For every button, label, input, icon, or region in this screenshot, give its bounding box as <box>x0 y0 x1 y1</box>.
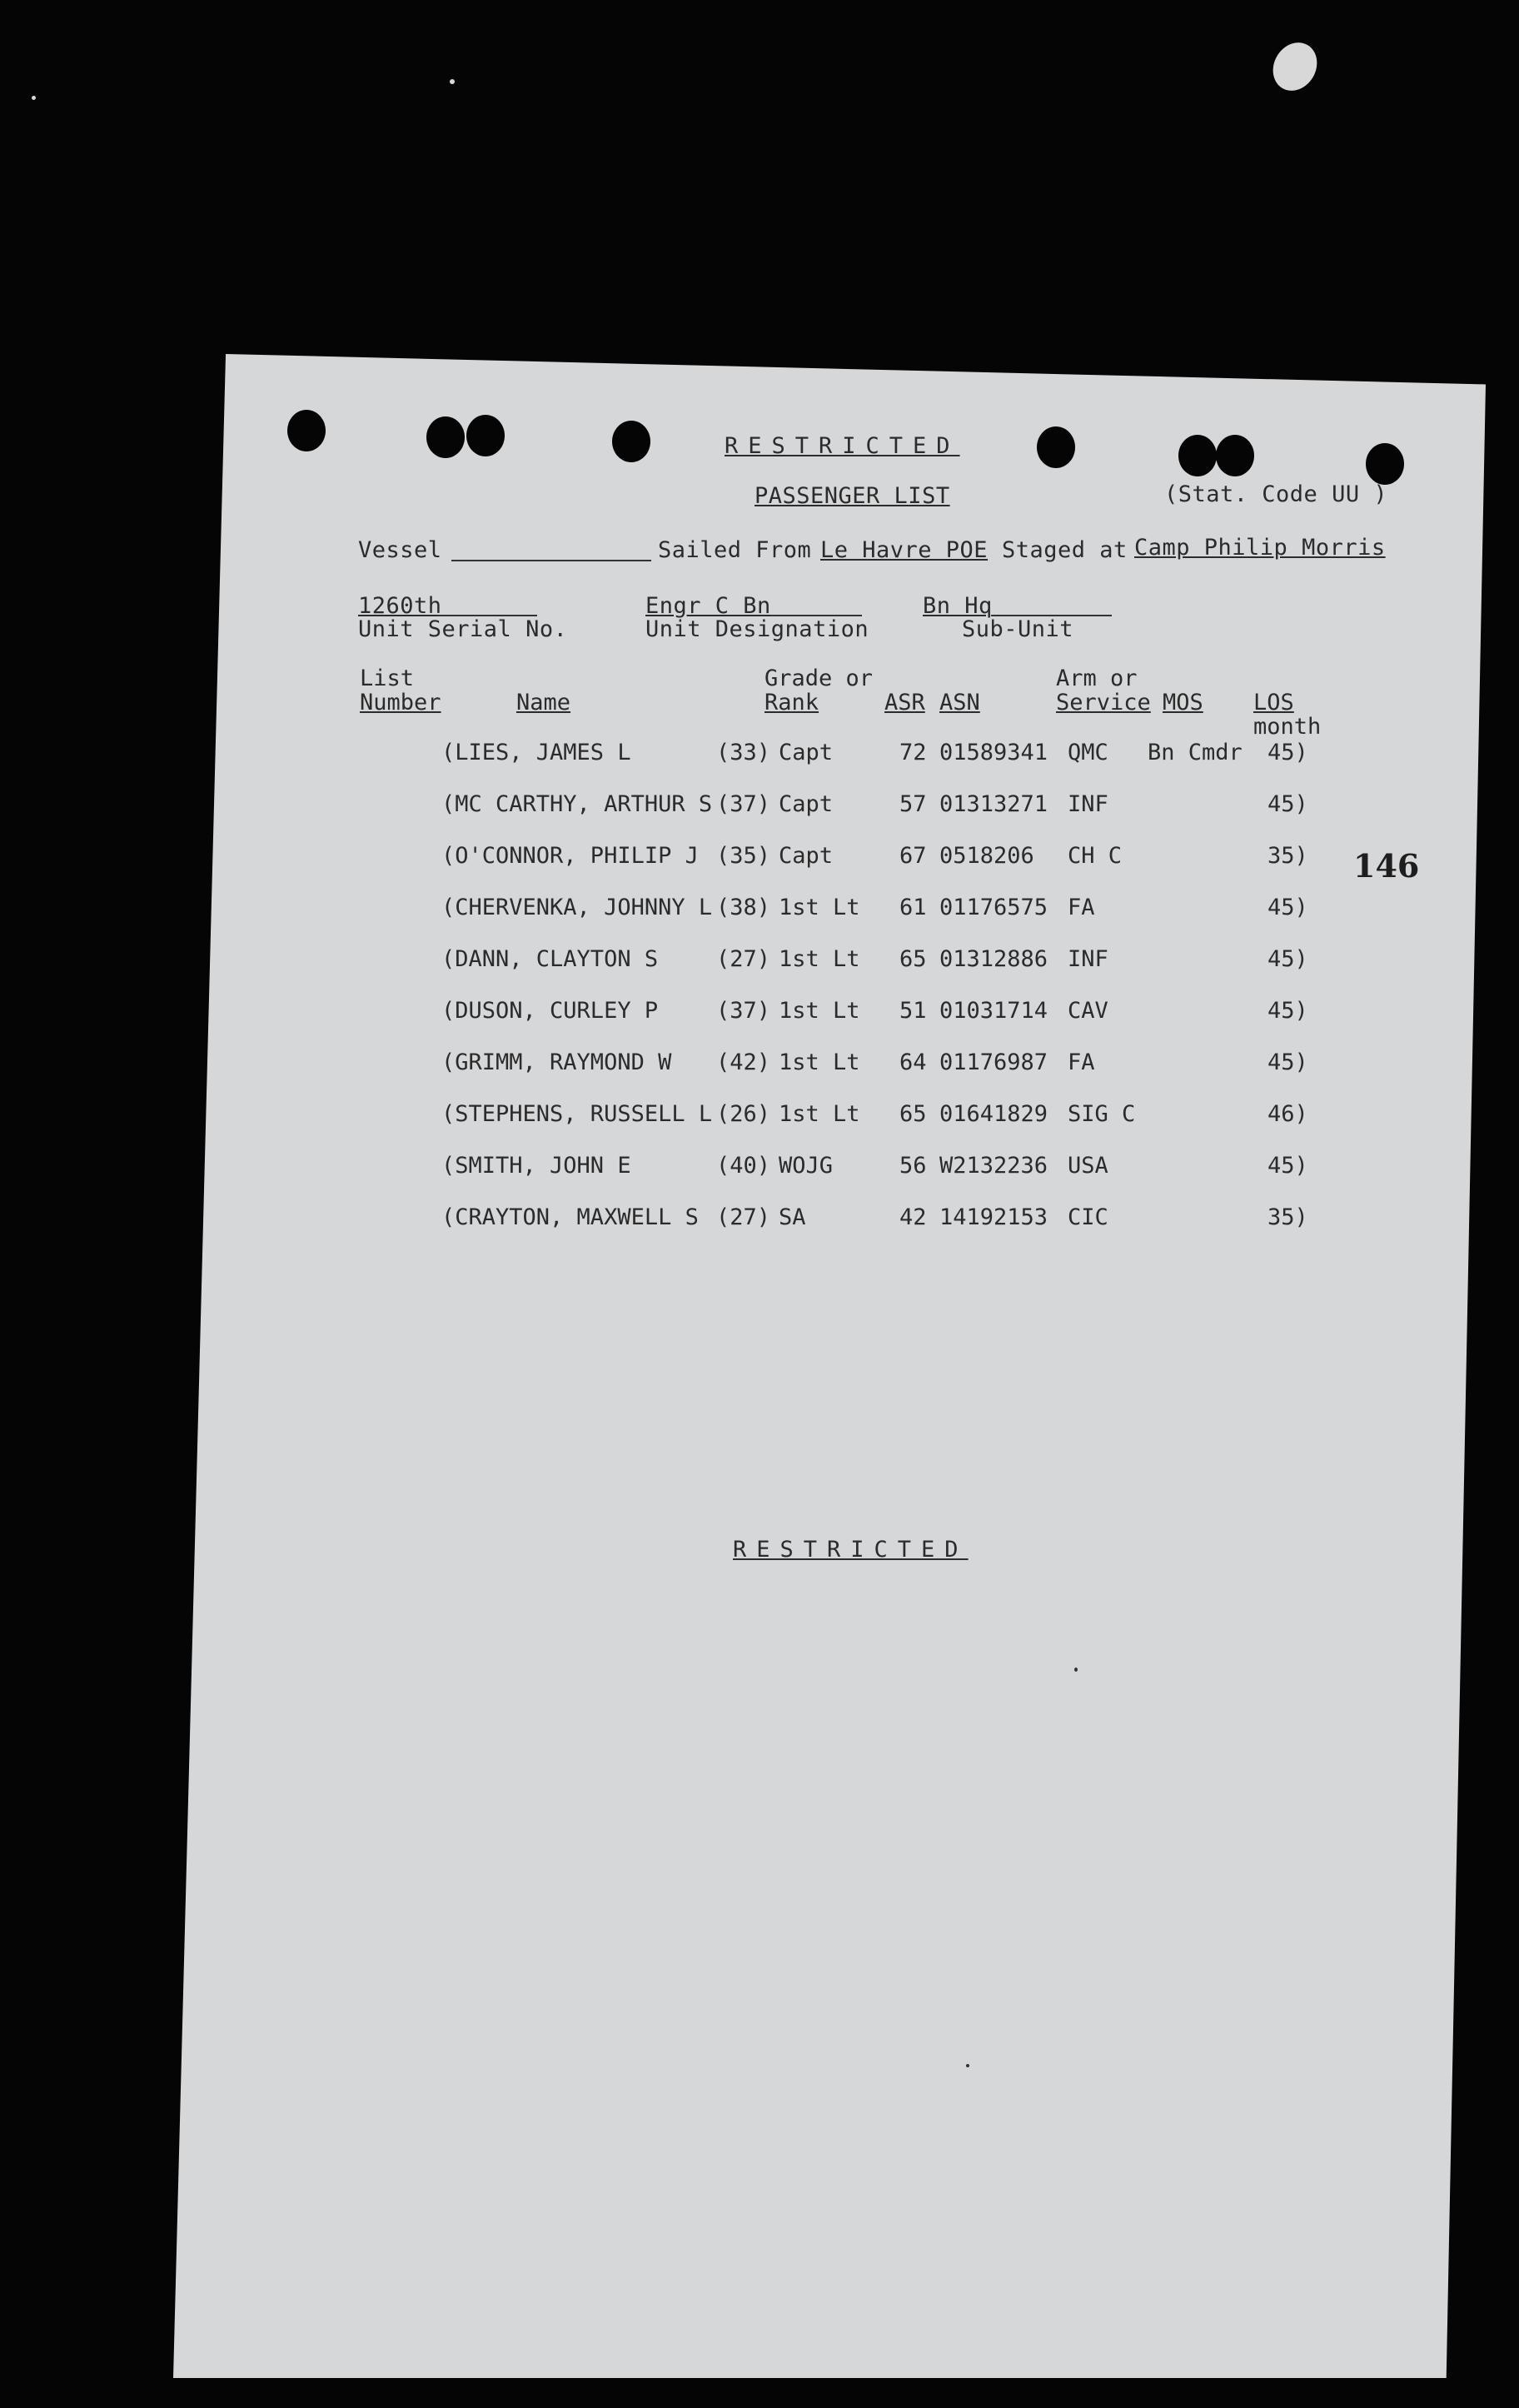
passenger-name: (CRAYTON, MAXWELL S <box>441 1204 699 1230</box>
passenger-arm: FA <box>1068 895 1095 920</box>
passenger-name: (SMITH, JOHN E <box>441 1153 631 1179</box>
passenger-asn: 01312886 <box>939 946 1048 972</box>
passenger-grade: 1st Lt <box>779 1101 860 1127</box>
unit-designation-label: Unit Designation <box>645 616 869 642</box>
passenger-age: (35) <box>716 843 771 869</box>
staged-at-value: Camp Philip Morris <box>1134 535 1386 561</box>
passenger-row <box>0 946 1519 980</box>
passenger-row <box>0 843 1519 876</box>
punch-hole <box>1178 435 1217 476</box>
passenger-asn: 01031714 <box>939 998 1048 1024</box>
passenger-row <box>0 998 1519 1031</box>
passenger-name: (STEPHENS, RUSSELL L <box>441 1101 713 1127</box>
passenger-asr: 72 <box>899 740 927 765</box>
passenger-asn: 01641829 <box>939 1101 1048 1127</box>
restricted-header: RESTRICTED <box>725 433 960 459</box>
unit-serial-blank <box>437 596 537 616</box>
passenger-row <box>0 740 1519 773</box>
passenger-arm: QMC <box>1068 740 1108 765</box>
passenger-age: (26) <box>716 1101 771 1127</box>
sub-unit-blank <box>991 596 1112 616</box>
passenger-age: (40) <box>716 1153 771 1179</box>
col-mos: MOS <box>1163 690 1203 715</box>
passenger-arm: CH C <box>1068 843 1123 869</box>
passenger-asr: 65 <box>899 1101 927 1127</box>
passenger-asr: 65 <box>899 946 927 972</box>
passenger-age: (37) <box>716 791 771 817</box>
passenger-asn: 01176575 <box>939 895 1048 920</box>
passenger-name: (DANN, CLAYTON S <box>441 946 659 972</box>
document-title: PASSENGER LIST <box>755 483 950 509</box>
passenger-los: 45) <box>1267 740 1308 765</box>
passenger-asr: 67 <box>899 843 927 869</box>
unit-designation-value: Engr C Bn <box>645 593 771 619</box>
dust-speck <box>450 79 455 84</box>
passenger-los: 45) <box>1267 998 1308 1024</box>
passenger-arm: CAV <box>1068 998 1108 1024</box>
passenger-name: (MC CARTHY, ARTHUR S <box>441 791 713 817</box>
passenger-asn: 01313271 <box>939 791 1048 817</box>
col-grade: Grade or Rank <box>764 666 874 715</box>
passenger-arm: USA <box>1068 1153 1108 1179</box>
passenger-grade: Capt <box>779 843 834 869</box>
passenger-asr: 56 <box>899 1153 927 1179</box>
passenger-name: (GRIMM, RAYMOND W <box>441 1049 672 1075</box>
page-number: 146 <box>1353 847 1420 885</box>
passenger-asn: 0518206 <box>939 843 1034 869</box>
passenger-row <box>0 791 1519 825</box>
passenger-row <box>0 1101 1519 1134</box>
passenger-age: (37) <box>716 998 771 1024</box>
passenger-age: (33) <box>716 740 771 765</box>
staged-at-label: Staged at <box>1002 537 1128 563</box>
passenger-row <box>0 1204 1519 1238</box>
passenger-arm: INF <box>1068 946 1108 972</box>
col-list-number: List Number <box>360 666 441 715</box>
passenger-row <box>0 895 1519 928</box>
col-asn: ASN <box>939 690 980 715</box>
punch-hole <box>612 421 650 462</box>
passenger-grade: 1st Lt <box>779 998 860 1024</box>
passenger-grade: 1st Lt <box>779 1049 860 1075</box>
unit-designation-blank <box>770 596 862 616</box>
passenger-los: 45) <box>1267 791 1308 817</box>
passenger-los: 45) <box>1267 895 1308 920</box>
passenger-arm: INF <box>1068 791 1108 817</box>
punch-hole <box>426 416 465 458</box>
punch-hole <box>1216 435 1254 476</box>
ink-mark <box>1074 1668 1078 1672</box>
col-name: Name <box>516 690 571 715</box>
passenger-asr: 61 <box>899 895 927 920</box>
passenger-name: (DUSON, CURLEY P <box>441 998 659 1024</box>
passenger-asr: 51 <box>899 998 927 1024</box>
passenger-name: (LIES, JAMES L <box>441 740 631 765</box>
passenger-asn: 01176987 <box>939 1049 1048 1075</box>
passenger-age: (42) <box>716 1049 771 1075</box>
passenger-los: 35) <box>1267 1204 1308 1230</box>
passenger-grade: Capt <box>779 740 834 765</box>
sub-unit-value: Bn Hq <box>923 593 993 619</box>
punch-hole <box>466 415 505 456</box>
passenger-los: 46) <box>1267 1101 1308 1127</box>
passenger-grade: SA <box>779 1204 806 1230</box>
document-sheet <box>173 354 1486 2378</box>
passenger-row <box>0 1049 1519 1083</box>
col-los: LOS month <box>1253 690 1322 740</box>
passenger-los: 45) <box>1267 1049 1308 1075</box>
passenger-asr: 42 <box>899 1204 927 1230</box>
vessel-label: Vessel <box>358 537 442 563</box>
passenger-age: (38) <box>716 895 771 920</box>
passenger-age: (27) <box>716 1204 771 1230</box>
passenger-los: 45) <box>1267 1153 1308 1179</box>
passenger-mos: Bn Cmdr <box>1148 740 1243 765</box>
passenger-age: (27) <box>716 946 771 972</box>
passenger-grade: 1st Lt <box>779 946 860 972</box>
passenger-asr: 57 <box>899 791 927 817</box>
passenger-asn: 14192153 <box>939 1204 1048 1230</box>
passenger-arm: SIG C <box>1068 1101 1136 1127</box>
sailed-from-value: Le Havre POE <box>820 537 989 563</box>
stat-code: (Stat. Code UU ) <box>1164 481 1388 507</box>
passenger-asn: 01589341 <box>939 740 1048 765</box>
passenger-arm: FA <box>1068 1049 1095 1075</box>
col-arm-service: Arm or Service <box>1056 666 1151 715</box>
ink-mark <box>966 2064 969 2067</box>
passenger-row <box>0 1153 1519 1186</box>
sailed-from-label: Sailed From <box>658 537 812 563</box>
passenger-asn: W2132236 <box>939 1153 1048 1179</box>
passenger-grade: 1st Lt <box>779 895 860 920</box>
passenger-asr: 64 <box>899 1049 927 1075</box>
punch-hole <box>1366 443 1404 485</box>
passenger-name: (CHERVENKA, JOHNNY L <box>441 895 713 920</box>
passenger-grade: Capt <box>779 791 834 817</box>
punch-hole <box>1037 426 1075 468</box>
vessel-blank <box>451 541 651 561</box>
passenger-name: (O'CONNOR, PHILIP J <box>441 843 699 869</box>
passenger-los: 35) <box>1267 843 1308 869</box>
unit-serial-label: Unit Serial No. <box>358 616 568 642</box>
passenger-los: 45) <box>1267 946 1308 972</box>
passenger-grade: WOJG <box>779 1153 834 1179</box>
sub-unit-label: Sub-Unit <box>962 616 1074 642</box>
passenger-arm: CIC <box>1068 1204 1108 1230</box>
punch-hole <box>287 410 326 451</box>
dust-speck <box>32 96 36 100</box>
restricted-footer: RESTRICTED <box>733 1537 969 1563</box>
col-asr: ASR <box>884 690 925 715</box>
dust-speck <box>1264 35 1325 99</box>
unit-serial-value: 1260th <box>358 593 442 619</box>
